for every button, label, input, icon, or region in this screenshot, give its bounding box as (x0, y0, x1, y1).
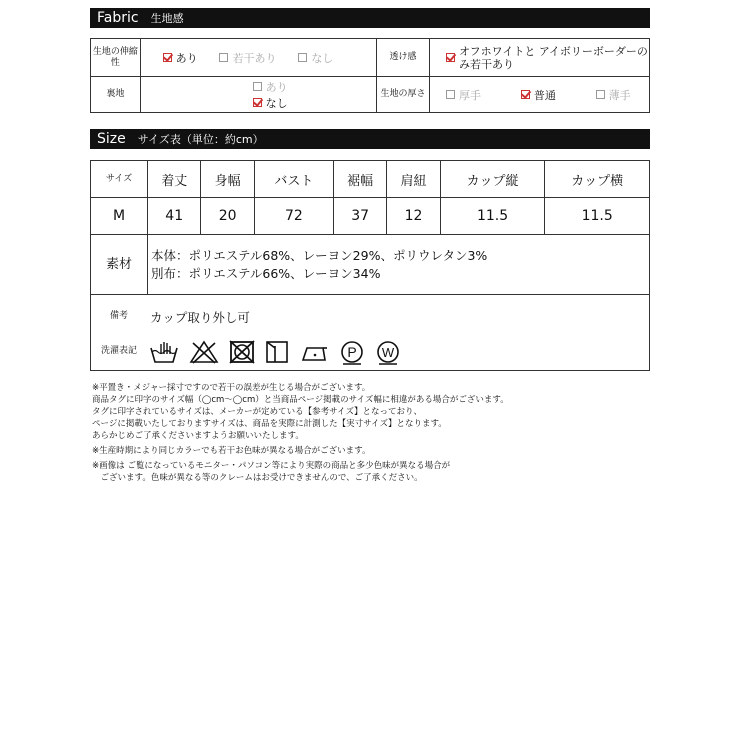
size-header-cell: カップ縦 (440, 161, 545, 198)
size-header-cell: 身幅 (201, 161, 254, 198)
note-line: ※画像は ご覧になっているモニター・パソコン等により実際の商品と多少色味が異なる場合が (92, 461, 451, 471)
hand-wash-icon (149, 340, 179, 364)
material-cell (148, 235, 650, 295)
material-line: 本体：ポリエステル68%、レーヨン29%、ポリウレタン3% (151, 247, 488, 263)
wet-clean-w-icon (375, 339, 401, 365)
thickness-options (430, 77, 650, 113)
checkbox-empty-icon (446, 90, 455, 99)
size-value-cell: M (91, 198, 148, 235)
size-value-cell: 11.5 (440, 198, 545, 235)
stretch-options (140, 39, 376, 77)
thickness-label: 生地の厚さ (376, 77, 429, 113)
fabric-table (90, 38, 650, 113)
iron-low-icon (299, 340, 329, 364)
no-tumble-dry-icon (229, 340, 255, 364)
size-value-cell: 20 (201, 198, 254, 235)
sheer-label: 透け感 (376, 39, 429, 77)
note-line: ※平置き・メジャー採寸ですので若干の誤差が生じる場合がございます。 (92, 383, 371, 393)
remarks-label: 備考 (109, 311, 128, 321)
no-bleach-icon (189, 340, 219, 364)
note-line: 商品タグに印字のサイズ幅（◯cm〜◯cm）と当商品ページ掲載のサイズ幅に相違がある場合がございます。 (92, 395, 509, 405)
care-label: 洗濯表記 (100, 346, 137, 356)
size-header-bar (90, 129, 650, 149)
fabric-subtitle: 生地感 (150, 12, 184, 25)
note-line: ※生産時期により同じカラーでも若干お色味が異なる場合がございます。 (92, 446, 371, 456)
size-header-cell: バスト (254, 161, 333, 198)
fabric-title: Fabric (97, 10, 139, 26)
note-line: ございます。色味が異なる等のクレームはお受けできませんので、ご了承ください。 (92, 473, 423, 483)
size-table (90, 160, 650, 371)
size-value-cell: 11.5 (545, 198, 650, 235)
stretch-option-yes: あり (163, 50, 198, 66)
checkbox-empty-icon (298, 53, 307, 62)
lining-label: 裏地 (91, 77, 141, 113)
lining-option-no: なし (253, 95, 288, 111)
dry-clean-p-icon (339, 339, 365, 365)
checkbox-checked-icon (253, 98, 262, 107)
stretch-label: 生地の伸縮性 (91, 39, 141, 77)
thickness-option-normal: 普通 (521, 87, 556, 103)
checkbox-empty-icon (596, 90, 605, 99)
size-header-cell: サイズ (91, 161, 148, 198)
remarks-cell (91, 295, 650, 371)
svg-text:W: W (381, 344, 395, 360)
size-value-cell: 12 (387, 198, 440, 235)
thickness-option-thick: 厚手 (446, 87, 481, 103)
checkbox-checked-icon (163, 53, 172, 62)
note-line: タグに印字されているサイズは、メーカーが定めている【参考サイズ】となっており、 (92, 407, 422, 417)
remarks-text: カップ取り外し可 (150, 309, 250, 325)
care-icons (147, 339, 401, 365)
lining-option-yes: あり (253, 79, 288, 95)
material-line: 別布：ポリエステル66%、レーヨン34% (151, 265, 381, 281)
sheer-options (430, 39, 650, 77)
size-subtitle: サイズ表（単位：約cm） (137, 133, 264, 146)
stretch-option-slight: 若干あり (219, 50, 276, 66)
notes (92, 382, 509, 484)
size-header-cell: 着丈 (148, 161, 201, 198)
svg-text:P: P (347, 343, 357, 360)
size-value-cell: 41 (148, 198, 201, 235)
note-line: あらかじめご了承くださいますようお願いいたします。 (92, 431, 304, 441)
sheer-text: オフホワイトと アイボリーボーダーのみ若干あり (459, 44, 648, 71)
lining-options (140, 77, 376, 113)
note-line: ページに掲載いたしておりますサイズは、商品を実際に計測した【実寸サイズ】となります。 (92, 419, 447, 429)
size-header-cell: 肩紐 (387, 161, 440, 198)
size-value-cell: 72 (254, 198, 333, 235)
size-header-cell: 裾幅 (333, 161, 386, 198)
checkbox-checked-icon (521, 90, 530, 99)
material-label: 素材 (91, 235, 148, 295)
thickness-option-thin: 薄手 (596, 87, 631, 103)
line-dry-icon (265, 340, 289, 364)
fabric-header-bar (90, 8, 650, 28)
checkbox-empty-icon (219, 53, 228, 62)
checkbox-empty-icon (253, 82, 262, 91)
size-title: Size (97, 131, 126, 147)
size-header-cell: カップ横 (545, 161, 650, 198)
size-value-cell: 37 (333, 198, 386, 235)
checkbox-checked-icon (446, 53, 455, 62)
stretch-option-no: なし (298, 50, 333, 66)
